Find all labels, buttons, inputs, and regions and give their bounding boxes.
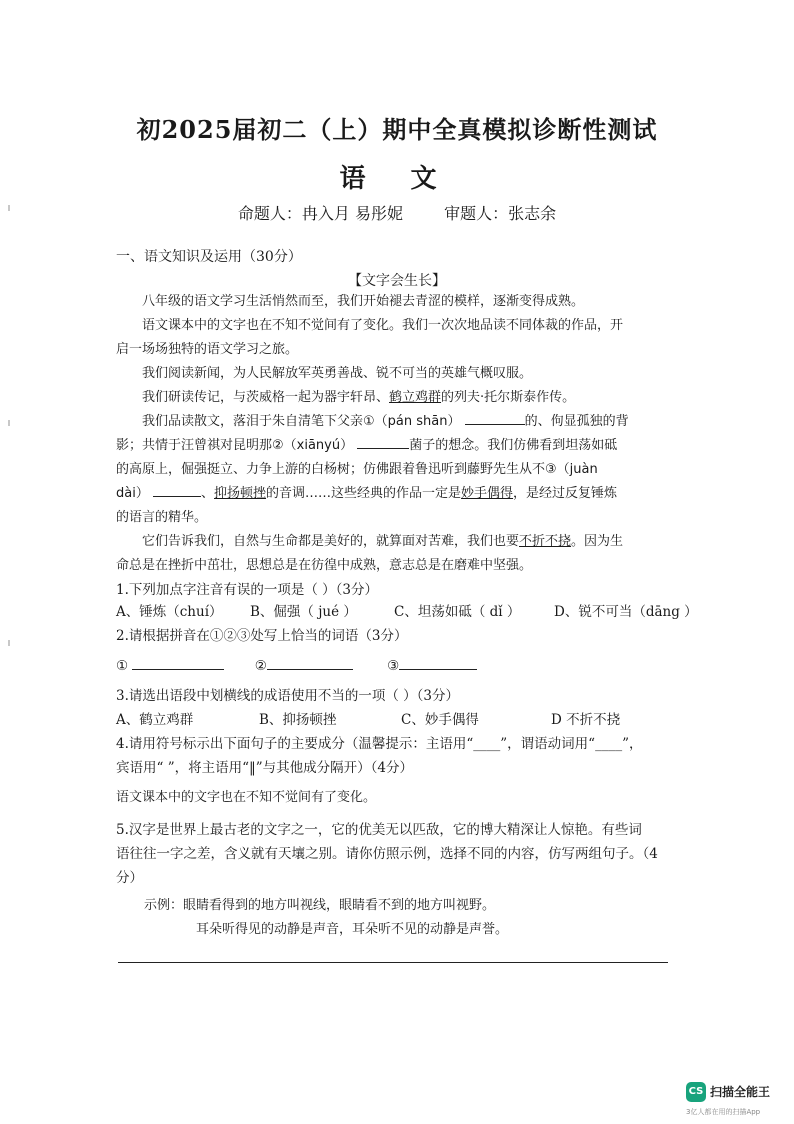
passage-text: 我们研读传记，与茨威格一起为器宇轩昂、 — [142, 390, 390, 405]
answer-blank-3[interactable] — [153, 482, 201, 497]
passage-line — [116, 482, 696, 506]
example-line-2: 耳朵听得见的动静是声音，耳朵听不见的动静是声誉。 — [196, 922, 509, 937]
exam-title: 初2025届初二（上）期中全真模拟诊断性测试 — [136, 115, 658, 144]
passage-text: 我们品读散文，落泪于朱自清笔下父亲①（pán shān） — [142, 414, 461, 429]
question-4-sentence: 语文课本中的文字也在不知不觉间有了变化。 — [116, 790, 377, 805]
option-a[interactable]: A、鹤立鸡群 — [116, 712, 194, 728]
scan-artifact-dot — [8, 640, 10, 646]
question-1: 1.下列加点字注音有误的一项是（ ）（3分） — [116, 582, 379, 598]
question-3-options — [116, 708, 696, 732]
answer-blank-1[interactable] — [465, 410, 525, 425]
passage-text: 的列夫·托尔斯泰作传。 — [441, 390, 576, 405]
watermark-name: 扫描全能王 — [710, 1085, 771, 1099]
blank-mark-1: ① — [116, 658, 129, 674]
passage-text: ，是经过反复锤炼 — [513, 486, 618, 501]
passage-text: 菌子的想念。我们仿佛看到坦荡如砥 — [409, 438, 618, 453]
question-3: 3.请选出语段中划横线的成语使用不当的一项（ ）（3分） — [116, 688, 460, 704]
option-a[interactable]: A、锤炼（chuí） — [116, 604, 223, 620]
passage-line: 我们阅读新闻，为人民解放军英勇善战、锐不可当的英雄气概叹服。 — [142, 366, 533, 381]
option-d[interactable]: D、锐不可当（dāng ） — [554, 604, 698, 620]
passage-line: 语文课本中的文字也在不知不觉间有了变化。我们一次次地品读不同体裁的作品，开 — [142, 318, 624, 333]
question-5-line-2: 语往往一字之差，含义就有天壤之别。请你仿照示例，选择不同的内容，仿写两组句子。（4 — [116, 846, 658, 862]
passage-text: dài） — [116, 486, 149, 501]
answer-line[interactable] — [118, 962, 668, 963]
passage-heading: 【文字会生长】 — [348, 273, 446, 289]
underlined-idiom: 不折不挠 — [519, 534, 572, 549]
question-2-blanks — [116, 654, 696, 678]
passage-text: 的音调……这些经典的作品一定是 — [266, 486, 462, 501]
option-b[interactable]: B、倔强（ jué ） — [250, 604, 357, 620]
passage-line: 启一场场独特的语文学习之旅。 — [116, 342, 299, 357]
passage-line — [116, 530, 722, 554]
question-2: 2.请根据拼音在①②③处写上恰当的词语（3分） — [116, 628, 408, 644]
cs-logo-icon: CS — [686, 1082, 706, 1102]
question-4-line-1: 4.请用符号标示出下面句子的主要成分（温馨提示：主语用“____”，谓语动词用“____”， — [116, 736, 643, 752]
question-setter: 命题人：冉入月 易彤妮 — [237, 204, 403, 223]
question-4-line-2: 宾语用“ ”，将主语用“‖”与其他成分隔开）（4分） — [116, 760, 413, 776]
passage-text: 、 — [200, 486, 214, 501]
option-c[interactable]: C、妙手偶得 — [401, 712, 479, 728]
passage-line: 的语言的精华。 — [116, 510, 208, 525]
question-reviewer: 审题人：张志余 — [444, 204, 557, 223]
passage-line: 八年级的语文学习生活悄然而至，我们开始褪去青涩的模样，逐渐变得成熟。 — [142, 294, 585, 309]
option-b[interactable]: B、抑扬顿挫 — [259, 712, 337, 728]
underlined-idiom: 妙手偶得 — [461, 486, 514, 501]
question-1-options — [116, 600, 696, 624]
blank-mark-3: ③ — [387, 658, 400, 674]
example-line-1: 示例：眼睛看得到的地方叫视线，眼睛看不到的地方叫视野。 — [144, 898, 496, 913]
answer-blank-2[interactable] — [357, 434, 409, 449]
exam-subject: 语 文 — [339, 164, 455, 194]
answer-line-1[interactable] — [132, 655, 224, 670]
passage-text: 。因为生 — [571, 534, 624, 549]
underlined-idiom: 鹤立鸡群 — [389, 390, 442, 405]
passage-line — [116, 434, 696, 458]
passage-text: 的、佝显孤独的背 — [524, 414, 629, 429]
passage-line — [116, 410, 722, 434]
passage-text: 影；共情于汪曾祺对昆明那②（xiānyú） — [116, 438, 354, 453]
passage-line: 命总是在挫折中茁壮，思想总是在彷徨中成熟，意志总是在磨难中坚强。 — [116, 558, 533, 573]
option-c[interactable]: C、坦荡如砥（ dǐ ） — [394, 604, 521, 620]
question-5-line-3: 分） — [116, 870, 143, 886]
answer-line-3[interactable] — [399, 655, 477, 670]
answer-line-2[interactable] — [267, 655, 353, 670]
passage-line: 的高原上，倔强挺立、力争上游的白杨树；仿佛跟着鲁迅听到藤野先生从不③（juàn — [116, 462, 598, 477]
option-d[interactable]: D 不折不挠 — [551, 712, 621, 728]
watermark-subtitle: 3亿人都在用的扫描App — [686, 1108, 761, 1116]
scan-artifact-dot — [8, 420, 10, 426]
exam-authors — [0, 201, 794, 224]
question-5-line-1: 5.汉字是世界上最古老的文字之一，它的优美无以匹敌，它的博大精深让人惊艳。有些词 — [116, 822, 642, 838]
blank-mark-2: ② — [254, 658, 267, 674]
underlined-idiom: 抑扬顿挫 — [214, 486, 267, 501]
passage-line — [116, 386, 722, 410]
scanner-watermark — [686, 1080, 794, 1124]
section-heading: 一、语文知识及运用（30分） — [116, 249, 302, 265]
passage-text: 它们告诉我们，自然与生命都是美好的，就算面对苦难，我们也要 — [142, 534, 520, 549]
